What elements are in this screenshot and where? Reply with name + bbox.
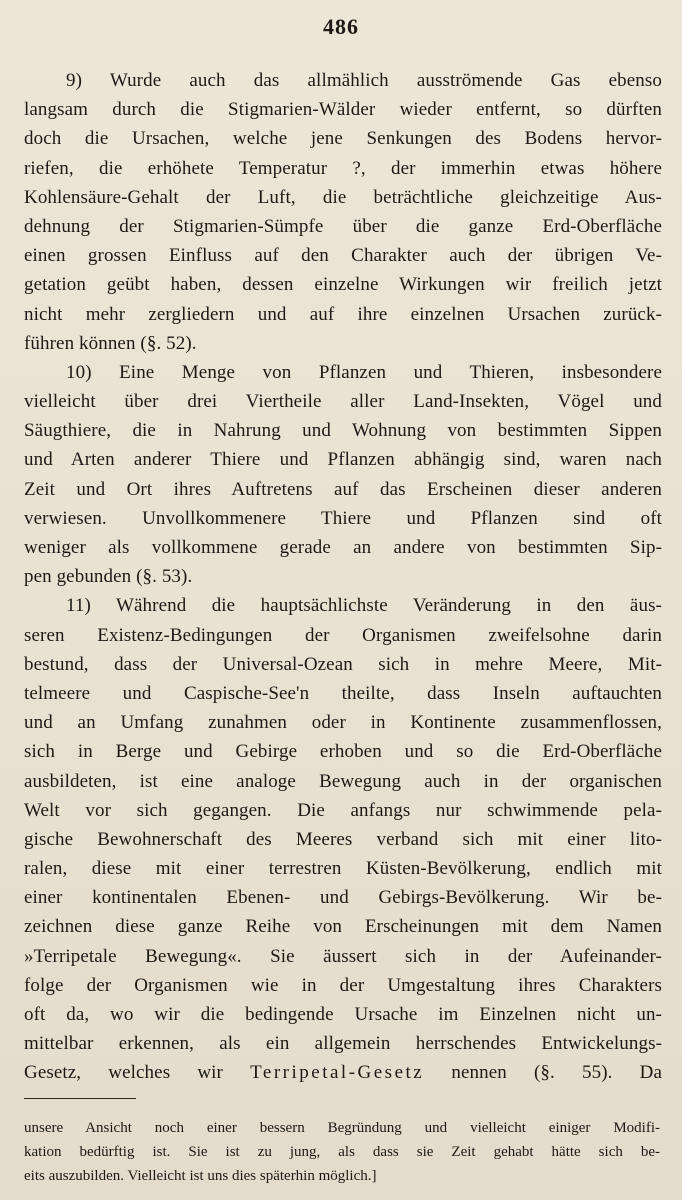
- text-line: oft da, wo wir die bedingende Ursache im Einzelnen nicht un-: [24, 1004, 662, 1025]
- text-line: vielleicht über drei Viertheile aller Land-Insekten, Vögel und: [24, 391, 662, 413]
- text-line: verwiesen. Unvollkommenere Thiere und Pflanzen sind oft: [24, 507, 662, 529]
- text-line: folge der Organismen wie in der Umgestaltung ihres Charakters: [24, 974, 662, 996]
- text-line: und Arten anderer Thiere und Pflanzen abhängig sind, waren nach: [24, 449, 662, 471]
- text-line: pen gebunden (§. 53).: [24, 566, 193, 588]
- text-line: Zeit und Ort ihres Auftretens auf das Erscheinen dieser anderen: [24, 478, 662, 500]
- text-line: mittelbar erkennen, als ein allgemein herrschendes Entwickelungs-: [24, 1033, 662, 1055]
- text-line: führen können (§. 52).: [24, 332, 197, 354]
- text-line: dehnung der Stigmarien-Sümpfe über die ganze Erd-Oberfläche: [24, 215, 662, 237]
- text-line: langsam durch die Stigmarien-Wälder wieder entfernt, so dürften: [24, 99, 662, 121]
- footnote-line: unsere Ansicht noch einer bessern Begründung und vielleicht einiger Modifi-: [24, 1120, 660, 1136]
- footnote-divider: [24, 1098, 136, 1099]
- text-line: seren Existenz-Bedingungen der Organismen zweifelsohne darin: [24, 624, 662, 646]
- text-line: 9) Wurde auch das allmählich ausströmende Gas ebenso: [66, 70, 662, 91]
- text-line: doch die Ursachen, welche jene Senkungen des Bodens hervor-: [24, 128, 662, 150]
- text-line: zeichnen diese ganze Reihe von Erscheinungen mit dem Namen: [24, 916, 662, 938]
- text-line: ralen, diese mit einer terrestren Küsten-Bevölkerung, endlich mit: [24, 858, 662, 880]
- text-line: Kohlensäure-Gehalt der Luft, die beträchtliche gleichzeitige Aus-: [24, 186, 662, 208]
- text-line: und an Umfang zunahmen oder in Kontinente zusammenflossen,: [24, 712, 662, 734]
- text-line: [24, 1058, 662, 1087]
- page-number: 486: [323, 14, 359, 39]
- text-line: bestund, dass der Universal-Ozean sich in mehre Meere, Mit-: [24, 653, 662, 675]
- text-line-segment: nennen (§. 55). Da: [451, 1062, 662, 1084]
- text-line: einen grossen Einfluss auf den Charakter auch der übrigen Ve-: [24, 245, 662, 267]
- text-line: gische Bewohnerschaft des Meeres verband sich mit einer lito-: [24, 828, 662, 850]
- text-line: nicht mehr zergliedern und auf ihre einzelnen Ursachen zurück-: [24, 303, 662, 325]
- text-line: getation geübt haben, dessen einzelne Wirkungen wir freilich jetzt: [24, 274, 662, 296]
- emphasized-term: Terripetal-Gesetz: [250, 1062, 425, 1084]
- footnote-line: kation bedürftig ist. Sie ist zu jung, als dass sie Zeit gehabt hätte sich be-: [24, 1144, 660, 1160]
- text-line: sich in Berge und Gebirge erhoben und so die Erd-Oberfläche: [24, 741, 662, 763]
- text-line: Welt vor sich gegangen. Die anfangs nur schwimmende pela-: [24, 799, 662, 821]
- text-line: »Terripetale Bewegung«. Sie äussert sich in der Aufeinander-: [24, 945, 662, 967]
- text-line: telmeere und Caspische-See'n theilte, dass Inseln auftauchten: [24, 682, 662, 704]
- text-line-segment: Gesetz, welches wir: [24, 1062, 223, 1084]
- text-line: ausbildeten, ist eine analoge Bewegung auch in der organischen: [24, 770, 662, 792]
- text-line: Säugthiere, die in Nahrung und Wohnung von bestimmten Sippen: [24, 420, 662, 442]
- footnote-line: eits auszubilden. Vielleicht ist uns dies späterhin möglich.]: [24, 1168, 377, 1184]
- text-line: riefen, die erhöhete Temperatur ?, der immerhin etwas höhere: [24, 157, 662, 179]
- text-line: 11) Während die hauptsächlichste Veränderung in den äus-: [66, 595, 662, 617]
- text-line: 10) Eine Menge von Pflanzen und Thieren, insbesondere: [66, 361, 662, 383]
- body-text: [24, 66, 662, 1088]
- footnote: [24, 1116, 660, 1188]
- text-line: weniger als vollkommene gerade an andere von bestimmten Sip-: [24, 537, 662, 558]
- text-line: einer kontinentalen Ebenen- und Gebirgs-Bevölkerung. Wir be-: [24, 887, 662, 909]
